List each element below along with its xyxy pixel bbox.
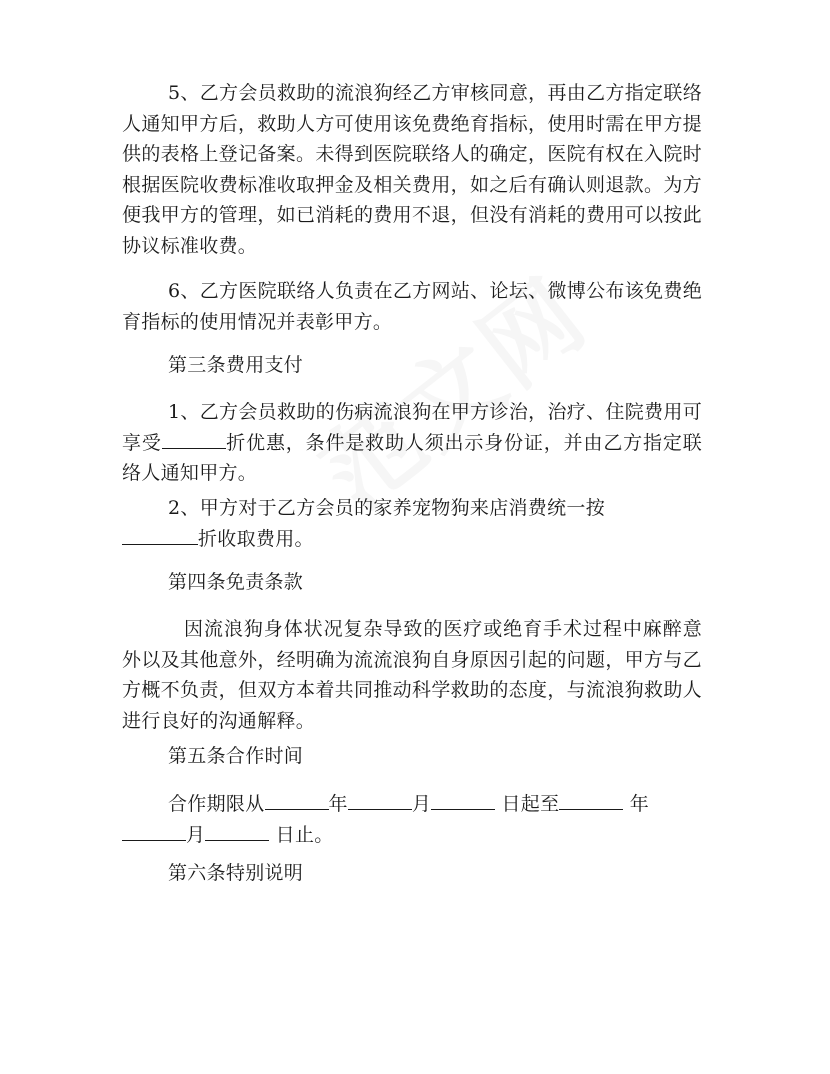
start-year-blank[interactable] xyxy=(265,789,329,810)
fee-clause-1-text-b: 折优惠，条件是救助人须出示身份证，并由乙方指定联络人通知甲方。 xyxy=(122,431,703,484)
term-year-label: 年 xyxy=(328,793,348,815)
heading-article-6: 第六条特别说明 xyxy=(168,862,304,884)
heading-article-5: 第五条合作时间 xyxy=(168,745,304,767)
end-day-blank[interactable] xyxy=(205,820,269,841)
heading-article-4: 第四条免责条款 xyxy=(168,571,304,593)
term-month-label: 月 xyxy=(411,793,432,815)
disclaimer-clause: 因流浪狗身体状况复杂导致的医疗或绝育手术过程中麻醉意外以及其他意外，经明确为流流浪狗自身原因引起的问题，甲方与乙方概不负责，但双方本着共同推动科学救助的态度，与流浪狗救助人进行良好的沟通解释。 xyxy=(122,618,702,732)
term-day-end-label: 日止。 xyxy=(275,823,334,846)
fee-discount-blank-2[interactable] xyxy=(122,524,198,545)
fee-clause-1 xyxy=(122,397,702,489)
start-month-blank[interactable] xyxy=(348,789,412,810)
heading-article-3: 第三条费用支付 xyxy=(168,354,304,376)
end-month-blank[interactable] xyxy=(122,820,186,841)
fee-clause-2-text-a: 2、甲方对于乙方会员的家养宠物狗来店消费统一按 xyxy=(168,497,605,519)
fee-clause-1-text-a: 1、乙方会员救助的伤病流浪狗在甲方诊治，治疗、住院费用可享受 xyxy=(122,401,702,454)
fee-clause-2 xyxy=(122,493,702,554)
term-month2-label: 月 xyxy=(186,823,206,846)
term-prefix: 合作期限从 xyxy=(168,793,265,815)
fee-clause-2-text-b: 折收取费用。 xyxy=(198,527,314,550)
fee-discount-blank-1[interactable] xyxy=(162,428,226,449)
cooperation-term xyxy=(122,789,702,850)
term-year2-label: 年 xyxy=(629,793,650,815)
term-day-to-label: 日起至 xyxy=(501,793,560,815)
end-year-blank[interactable] xyxy=(559,789,623,810)
clause-5: 5、乙方会员救助的流浪狗经乙方审核同意，再由乙方指定联络人通知甲方后，救助人方可使用该免费绝育指标，使用时需在甲方提供的表格上登记备案。未得到医院联络人的确定，医院有权在入院时根据医院收费标准收取押金及相关费用，如之后有确认则退款。为方便我甲方的管理，如已消耗的费用不退，但没有消耗的费用可以按此协议标准收费。 xyxy=(122,82,702,257)
start-day-blank[interactable] xyxy=(431,789,495,810)
clause-6: 6、乙方医院联络人负责在乙方网站、论坛、微博公布该免费绝育指标的使用情况并表彰甲方。 xyxy=(122,280,702,333)
